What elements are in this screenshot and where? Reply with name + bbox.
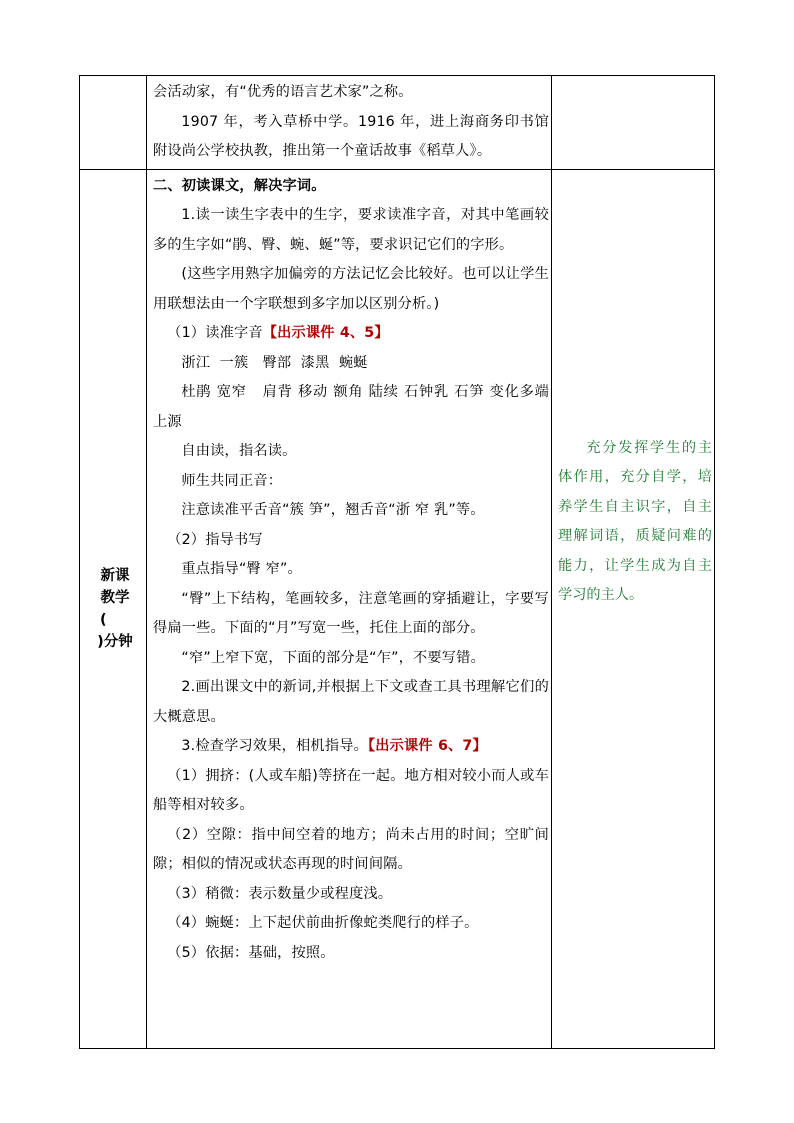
paragraph-writing-guide: （2）指导书写 [167,531,263,548]
intro-line-2: 1907 年，考入草桥中学。1916 年，进上海商务印书馆附设尚公学校执教，推出第一个童话故事《稻草人》。 [153,113,549,159]
word-list-1: 浙江 一簇 臀部 漆黑 蜿蜒 [181,354,368,371]
paragraph-char-2: “窄”上窄下宽，下面的部分是“乍”，不要写错。 [181,649,485,666]
definition-1: （1）拥挤：(人或车船)等挤在一起。地方相对较小而人或车船等相对较多。 [153,767,549,813]
note-cell-empty [552,76,715,170]
paragraph-read: 自由读，指名读。 [181,443,297,459]
table-row-new-lesson [80,169,715,1048]
paragraph-pronunciation: 注意读准平舌音“簇 笋”，翘舌音“浙 窄 乳”等。 [181,502,485,518]
section-heading: 二、初读课文，解决字词。 [153,177,326,194]
intro-content-cell [147,76,552,170]
definition-4: （4）蜿蜒：上下起伏前曲折像蛇类爬行的样子。 [167,915,479,931]
main-content-cell [147,169,552,1048]
paragraph-2: (这些字用熟字加偏旁的方法记忆会比较好。也可以让学生用联想法由一个字联想到多字加以区别分析。) [153,266,549,312]
intro-line-1: 会活动家，有“优秀的语言艺术家”之称。 [153,84,413,100]
paragraph-1: 1.读一读生字表中的生字，要求读准字音，对其中笔画较多的生字如“鹃、臀、蜿、蜒”等，要求识记它们的字形。 [153,207,549,253]
section-label-cell [80,169,147,1048]
paragraph-correct: 师生共同正音： [181,472,283,489]
definition-2: （2）空隙：指中间空着的地方；尚未占用的时间；空旷间隙；相似的情况或状态再现的时间间隔。 [153,826,549,872]
paragraph-new-words: 2.画出课文中的新词,并根据上下文或查工具书理解它们的大概意思。 [153,679,549,725]
design-note-text: 充分发挥学生的主体作用，充分自学，培养学生自主识字，自主理解词语，质疑问难的能力，让学生成为自主学习的主人。 [558,439,712,603]
table-row-intro [80,76,715,170]
paragraph-check [153,732,549,762]
paragraph-check-text: 3.检查学习效果，相机指导。 [181,738,368,754]
design-note-cell [552,169,715,1048]
paragraph-3 [153,319,549,349]
courseware-tag-1: 【出示课件 4、5】 [262,325,389,341]
definition-3: （3）稍微：表示数量少或程度浅。 [167,885,393,902]
definition-5: （5）依据：基础，按照。 [167,944,335,961]
paragraph-focus: 重点指导“臀 窄”。 [181,561,302,577]
label-cell-empty [80,76,147,170]
courseware-tag-2: 【出示课件 6、7】 [367,738,487,754]
section-label-line-2: 教学 [100,589,130,606]
section-label-line-4: )分钟 [97,633,133,650]
lesson-plan-table [79,75,715,1049]
paragraph-char-1: “臀”上下结构，笔画较多，注意笔画的穿插避让，字要写得扁一些。下面的“月”写宽一些，托住上面的部分。 [153,590,549,636]
section-label-line-1: 新课 [100,567,130,584]
section-label-line-3: ( [100,611,107,628]
word-list-2: 杜鹃 宽窄 肩背 移动 额角 陆续 石钟乳 石笋 变化多端 上源 [153,384,554,430]
paragraph-3-text: （1）读准字音 [167,325,263,341]
